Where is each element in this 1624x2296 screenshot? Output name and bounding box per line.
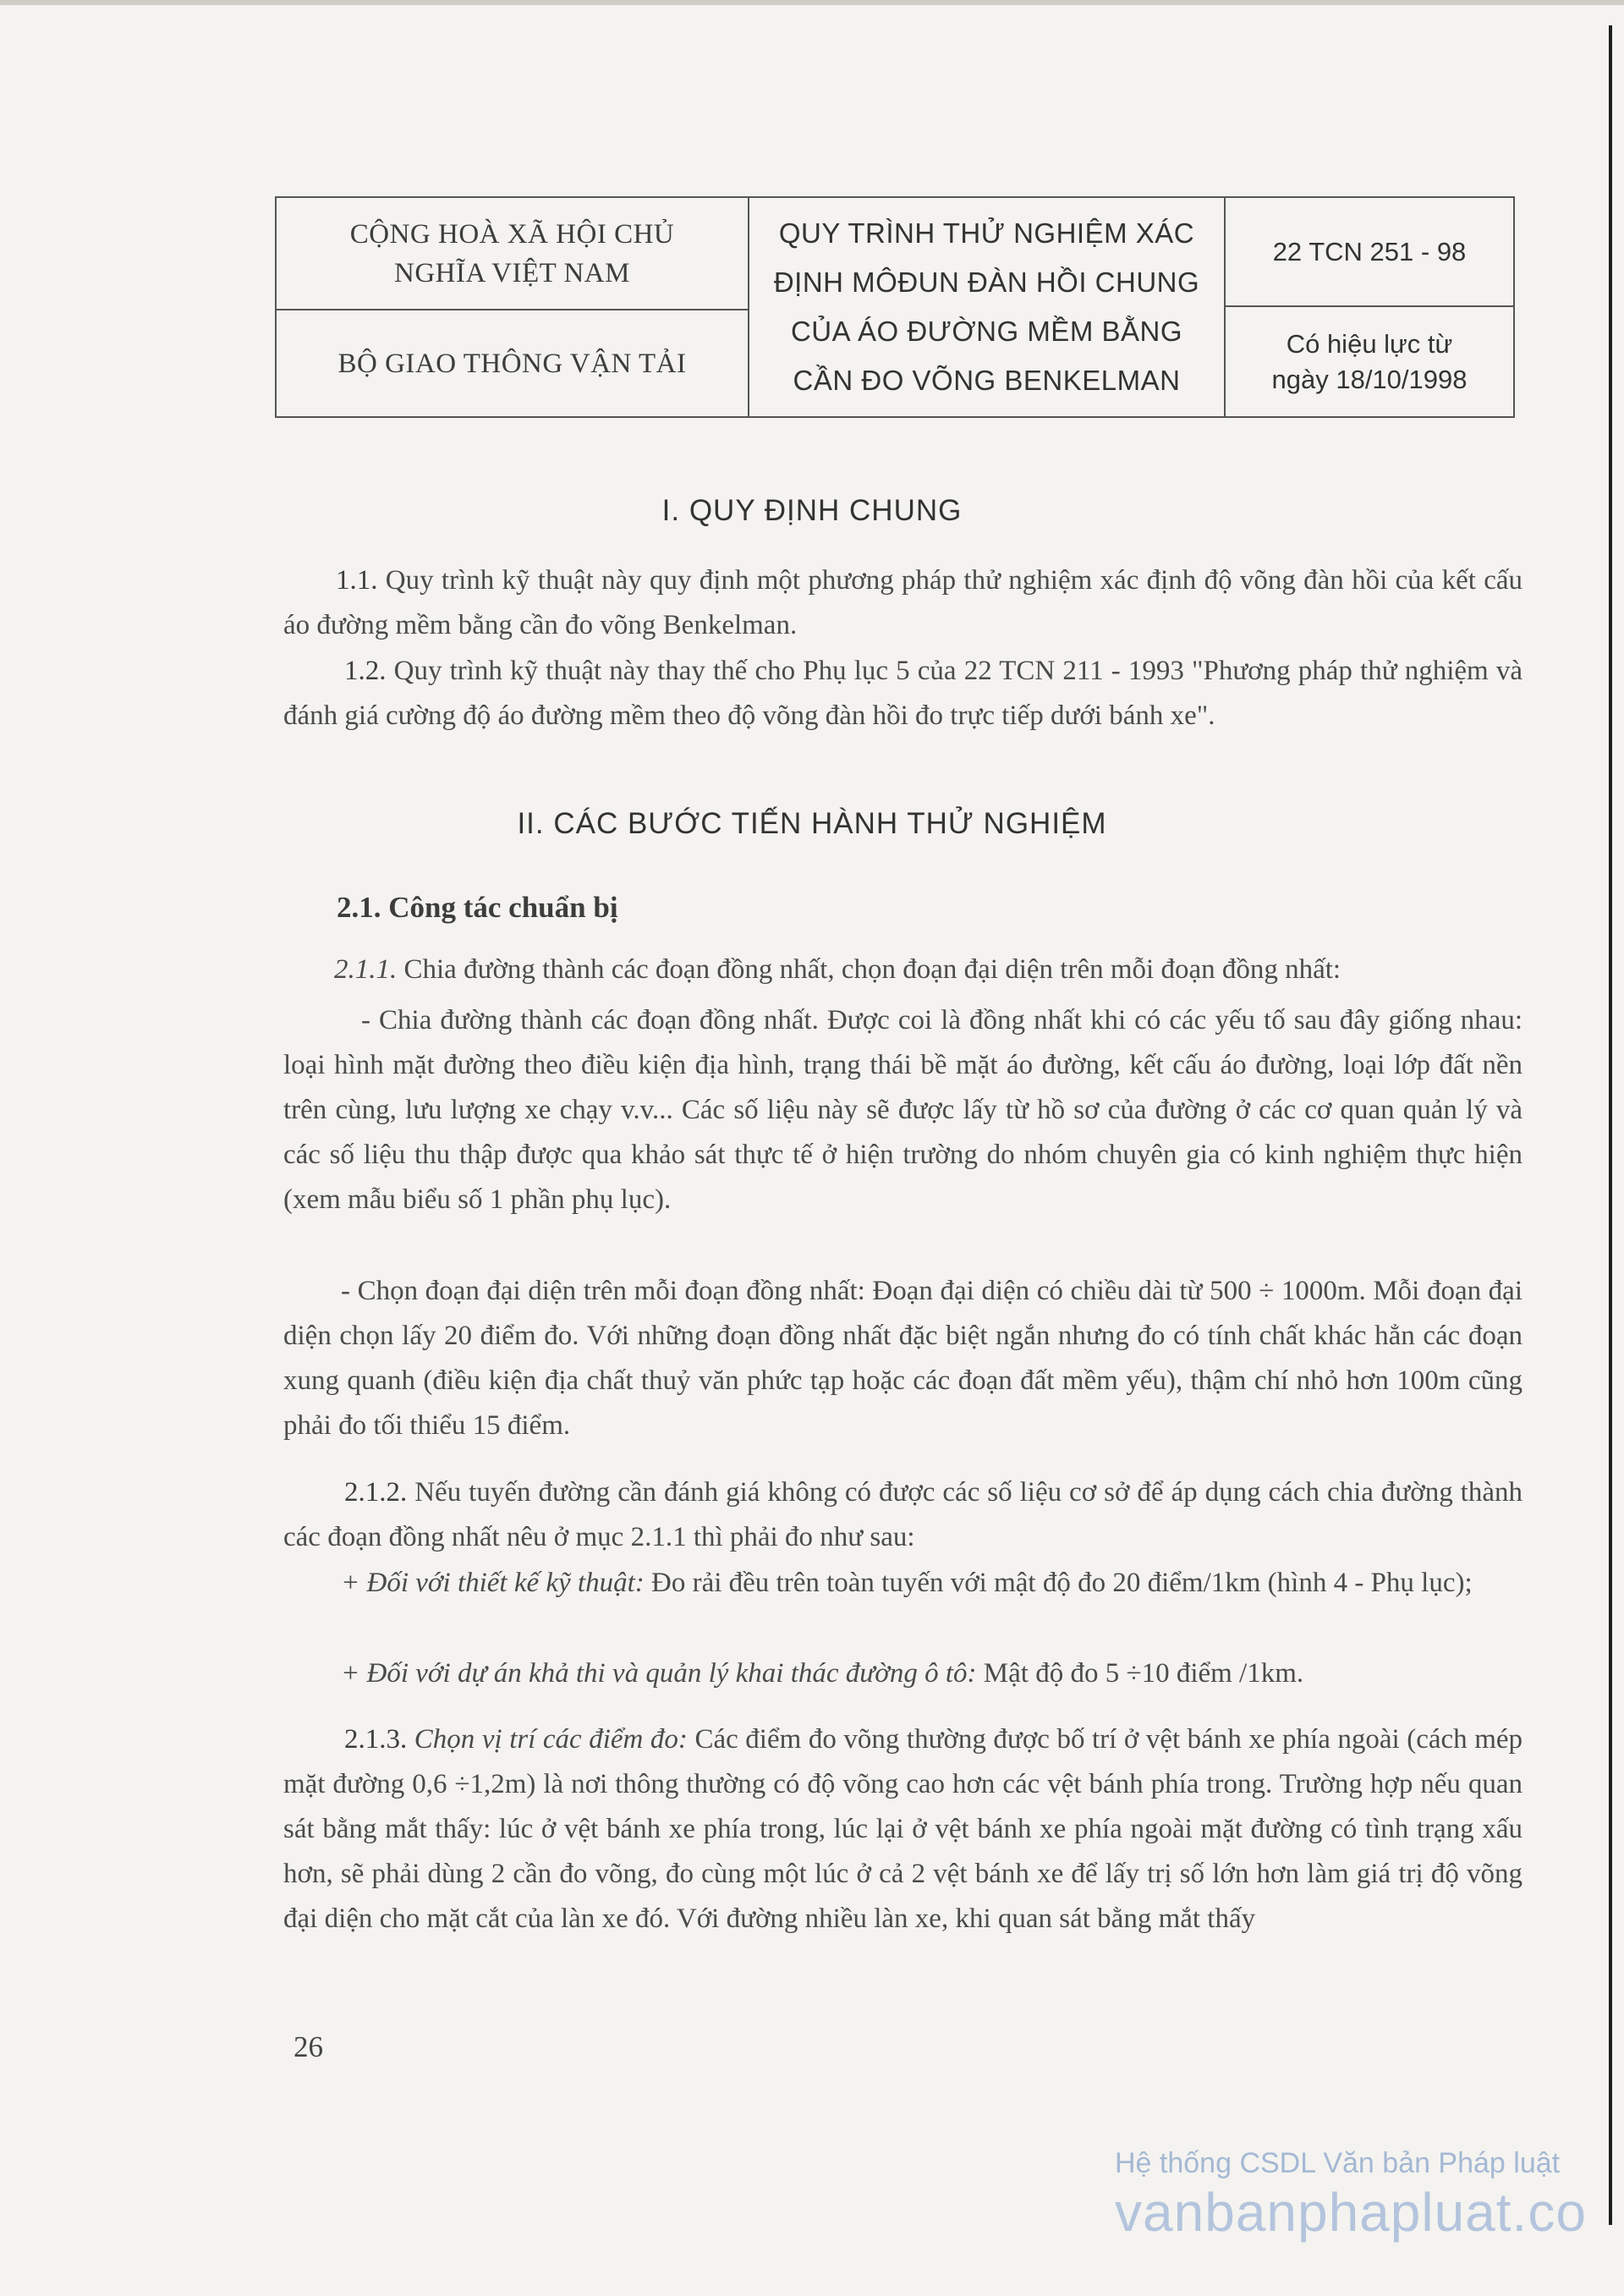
paragraph-2-1-2: 2.1.2. Nếu tuyến đường cần đánh giá không có được các số liệu cơ sở để áp dụng cách chia đường thành các đoạn đồng nhất nêu ở mục 2.1.1 thì phải đo như sau:	[283, 1477, 1522, 1552]
subsection-2-1-heading: 2.1. Công tác chuẩn bị	[337, 891, 618, 924]
paragraph-2-1-1-b: - Chọn đoạn đại diện trên mỗi đoạn đồng nhất: Đoạn đại diện có chiều dài từ 500 ÷ 1000m. Mỗi đoạn đại diện chọn lấy 20 điểm đo. Với những đoạn đồng nhất đặc biệt ngắn nhưng đo có tính chất khác hẳn các đoạn xung quanh (điều kiện địa chất thuỷ văn phức tạp hoặc các đoạn đất mềm yếu), thậm chí nhỏ hơn 100m cũng phải đo tối thiểu 15 điểm.	[283, 1276, 1522, 1441]
scan-edge	[0, 0, 1624, 5]
watermark-site: vanbanphapluat.co	[1115, 2182, 1587, 2243]
effective-date: Có hiệu lực từ ngày 18/10/1998	[1271, 328, 1468, 394]
paragraph-2-1-2-a: + Đối với thiết kế kỹ thuật: Đo rải đều trên toàn tuyến với mật độ đo 20 điểm/1km (hình 4 - Phụ lục);	[341, 1568, 1473, 1598]
paragraph-1-2: 1.2. Quy trình kỹ thuật này thay thế cho Phụ lục 5 của 22 TCN 211 - 1993 "Phương pháp thử nghiệm và đánh giá cường độ áo đường mềm theo độ võng đàn hồi đo trực tiếp dưới bánh xe".	[283, 656, 1522, 731]
paragraph-2-1-3: 2.1.3. Chọn vị trí các điểm đo: Các điểm đo võng thường được bố trí ở vệt bánh xe phía ngoài (cách mép mặt đường 0,6 ÷1,2m) là nơi thông thường có độ võng cao hơn các vệt bánh phía trong. Trường hợp nếu quan sát bằng mắt thấy: lúc ở vệt bánh xe phía trong, lúc lại ở vệt bánh xe phía ngoài mặt đường có tình trạng xấu hơn, sẽ phải dùng 2 cần đo võng, đo cùng một lúc ở cả 2 vệt bánh xe để lấy trị số lớn hơn làm giá trị độ võng đại diện cho mặt cắt của làn xe đó. Với đường nhiều làn xe, khi quan sát bằng mắt thấy	[283, 1724, 1523, 1934]
page-number: 26	[294, 2030, 323, 2063]
section-2-heading: II. CÁC BƯỚC TIẾN HÀNH THỬ NGHIỆM	[517, 807, 1107, 840]
standard-code: 22 TCN 251 - 98	[1272, 236, 1467, 266]
ministry-name: BỘ GIAO THÔNG VẬN TẢI	[337, 348, 687, 379]
section-1-heading: I. QUY ĐỊNH CHUNG	[661, 494, 963, 527]
paragraph-2-1-2-b: + Đối với dự án khả thi và quản lý khai thác đường ô tô: Mật độ đo 5 ÷10 điểm /1km.	[341, 1658, 1304, 1689]
scan-border-line	[1609, 25, 1612, 2225]
watermark-caption: Hệ thống CSDL Văn bản Pháp luật	[1115, 2147, 1561, 2179]
paragraph-2-1-1-a: - Chia đường thành các đoạn đồng nhất. Được coi là đồng nhất khi có các yếu tố sau đây giống nhau: loại hình mặt đường theo điều kiện địa hình, trạng thái bề mặt áo đường, kết cấu áo đường, loại lớp đất nền trên cùng, lưu lượng xe chạy v.v... Các số liệu này sẽ được lấy từ hồ sơ của đường ở các cơ quan quản lý và các số liệu thu thập được qua khảo sát thực tế ở hiện trường do nhóm chuyên gia có kinh nghiệm thực hiện (xem mẫu biểu số 1 phần phụ lục).	[283, 1005, 1522, 1215]
document-header-table	[275, 196, 1515, 418]
paragraph-1-1: 1.1. Quy trình kỹ thuật này quy định một phương pháp thử nghiệm xác định độ võng đàn hồi của kết cấu áo đường mềm bằng cần đo võng Benkelman.	[283, 565, 1523, 640]
country-name: CỘNG HOÀ XÃ HỘI CHỦ NGHĨA VIỆT NAM	[349, 218, 675, 288]
document-title: QUY TRÌNH THỬ NGHIỆM XÁC ĐỊNH MÔĐUN ĐÀN HỒI CHUNG CỦA ÁO ĐƯỜNG MỀM BẰNG CẦN ĐO VÕNG BENKELMAN	[773, 217, 1200, 396]
paragraph-2-1-1: 2.1.1. Chia đường thành các đoạn đồng nhất, chọn đoạn đại diện trên mỗi đoạn đồng nhất:	[334, 954, 1341, 985]
